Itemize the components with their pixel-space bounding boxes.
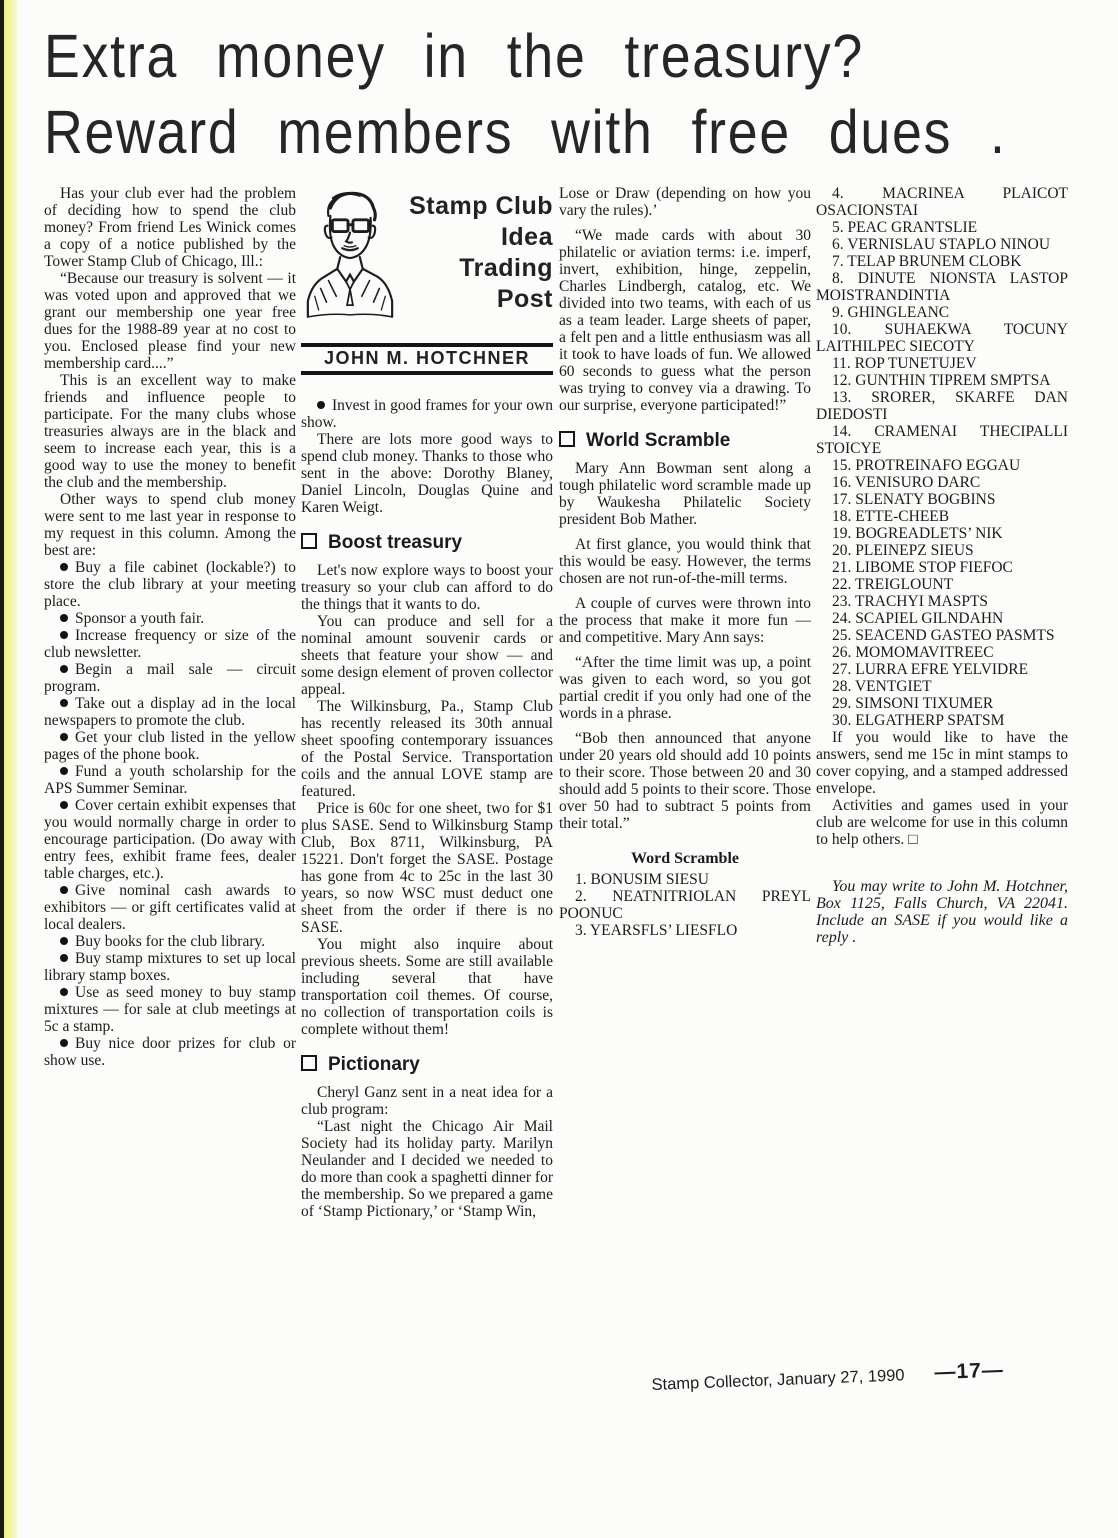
paragraph <box>301 613 553 698</box>
bullet-item <box>44 797 296 882</box>
text: 22. TREIGLOUNT <box>832 576 954 593</box>
bullet-icon <box>60 954 68 962</box>
text: You might also inquire about previous sheets. Some are still available including several that have transportation coil themes. Of course, no collection of transportation coils is complete without them! <box>301 936 553 1038</box>
text: 4. MACRINEA PLAICOT OSACIONSTAI <box>816 185 1068 219</box>
text: 16. VENISURO DARC <box>832 474 981 491</box>
text: Increase frequency or size of the club newsletter. <box>44 627 296 661</box>
publication-dateline: Stamp Collector, January 27, 1990 <box>651 1366 905 1395</box>
column-2 <box>301 185 553 1220</box>
paragraph <box>301 562 553 613</box>
text: 15. PROTREINAFO EGGAU <box>832 457 1021 474</box>
text: Buy books for the club library. <box>75 933 266 950</box>
scramble-item <box>816 185 1068 219</box>
paragraph <box>301 698 553 800</box>
bullet-icon <box>60 733 68 741</box>
paragraph <box>44 491 296 559</box>
text: Mary Ann Bowman sent along a tough philatelic word scramble made up by Waukesha Philatelic Society president Bob Mather. <box>559 460 811 528</box>
column-title-line: Post <box>496 285 553 313</box>
checkbox-icon <box>301 1055 317 1071</box>
column-title <box>401 185 553 315</box>
bullet-icon <box>317 401 325 409</box>
bullet-icon <box>60 988 68 996</box>
scramble-item <box>816 270 1068 304</box>
text: You can produce and sell for a nominal amount souvenir cards or sheets that feature your show — and some design element of proven collector appeal. <box>301 613 553 698</box>
section-heading <box>301 532 553 554</box>
text: There are lots more good ways to spend club money. Thanks to those who sent in the above: Dorothy Blaney, Daniel Lincoln, Douglas Quine and Karen Weigt. <box>301 431 553 516</box>
text: Take out a display ad in the local newspapers to promote the club. <box>44 695 296 729</box>
bullet-icon <box>60 1039 68 1047</box>
paragraph <box>301 1084 553 1118</box>
paragraph <box>816 729 1068 797</box>
column-3 <box>559 185 811 939</box>
bullet-item <box>44 933 296 950</box>
bullet-icon <box>60 767 68 775</box>
text: 27. LURRA EFRE YELVIDRE <box>832 661 1029 678</box>
scramble-item <box>816 321 1068 355</box>
paragraph <box>301 431 553 516</box>
paragraph <box>559 730 811 832</box>
text: 29. SIMSONI TIXUMER <box>832 695 994 712</box>
bullet-item <box>44 882 296 933</box>
bullet-item <box>44 627 296 661</box>
scramble-item <box>816 236 1068 253</box>
column-title-line: Stamp Club <box>409 192 553 220</box>
headline <box>44 18 1007 170</box>
scramble-item <box>559 922 811 939</box>
bullet-item <box>44 1035 296 1069</box>
text: Fund a youth scholarship for the APS Summer Seminar. <box>44 763 296 797</box>
bullet-icon <box>60 665 68 673</box>
text: Buy a file cabinet (lockable?) to store the club library at your meeting place. <box>44 559 296 610</box>
text: 30. ELGATHERP SPATSM <box>832 712 1005 729</box>
text: At first glance, you would think that this would be easy. However, the terms chosen are not run-of-the-mill terms. <box>559 536 811 587</box>
paragraph <box>559 536 811 587</box>
page-footer <box>651 1358 1004 1396</box>
paragraph <box>44 270 296 372</box>
text: Invest in good frames for your own show. <box>301 397 553 431</box>
text: 19. BOGREADLETS’ NIK <box>832 525 1003 542</box>
text: 14. CRAMENAI THECIPALLI STOICYE <box>816 423 1068 457</box>
paragraph <box>301 1118 553 1220</box>
paragraph <box>559 185 811 219</box>
text: 7. TELAP BRUNEM CLOBK <box>832 253 1022 270</box>
text: 13. SRORER, SKARFE DAN DIEDOSTI <box>816 389 1068 423</box>
scramble-item <box>559 871 811 888</box>
checkbox-icon <box>301 533 317 549</box>
scramble-item <box>816 542 1068 559</box>
text: 17. SLENATY BOGBINS <box>832 491 996 508</box>
text: The Wilkinsburg, Pa., Stamp Club has recently released its 30th annual sheet spoofing contemporary issuances of the Postal Service. Transportation coils and the annual LOVE stamp are featured. <box>301 698 553 800</box>
author-portrait-icon <box>301 185 401 339</box>
headline-line-2: Reward members with free dues . <box>44 98 1007 166</box>
scramble-item <box>816 355 1068 372</box>
paragraph <box>816 797 1068 848</box>
scramble-item <box>816 457 1068 474</box>
scramble-item <box>816 695 1068 712</box>
text: Buy nice door prizes for club or show use. <box>44 1035 296 1069</box>
scramble-item <box>816 559 1068 576</box>
column-title-line: Idea <box>500 223 553 251</box>
editor-note <box>816 878 1068 946</box>
list-heading <box>559 850 811 867</box>
text: This is an excellent way to make friends and influence people to participate. For the many clubs whose treasuries always are in the black and seem to increase each year, this is a good way to use the money to benefit the club and the membership. <box>44 372 296 491</box>
text: 1. BONUSIM SIESU <box>575 871 709 888</box>
bullet-item <box>44 695 296 729</box>
scramble-item <box>816 491 1068 508</box>
text: Word Scramble <box>631 850 739 867</box>
text: 24. SCAPIEL GILNDAHN <box>832 610 1004 627</box>
scramble-item <box>816 372 1068 389</box>
scramble-item <box>816 593 1068 610</box>
column-title-line: Trading <box>459 254 553 282</box>
scramble-item <box>816 576 1068 593</box>
text: 23. TRACHYI MASPTS <box>832 593 989 610</box>
text: “Bob then announced that anyone under 20 years old should add 10 points to their score. Those between 20 and 30 should add 5 points to their score. Those over 50 had to subtract 5 points from their total.” <box>559 730 811 832</box>
text: Pictionary <box>328 1054 420 1075</box>
checkbox-icon <box>559 431 575 447</box>
scramble-item <box>816 253 1068 270</box>
bullet-icon <box>60 631 68 639</box>
paragraph <box>44 372 296 491</box>
scramble-item <box>816 525 1068 542</box>
scramble-item <box>816 610 1068 627</box>
bullet-icon <box>60 563 68 571</box>
text: 10. SUHAEKWA TOCUNY LAITHILPEC SIECOTY <box>816 321 1068 355</box>
text: Cheryl Ganz sent in a neat idea for a club program: <box>301 1084 553 1118</box>
text: “Last night the Chicago Air Mail Society had its holiday party. Marilyn Neulander and I decided we needed to do more than cook a spaghetti dinner for the membership. So we prepared a game of ‘Stamp Pictionary,’ or ‘Stamp Win, <box>301 1118 553 1220</box>
text: 8. DINUTE NIONSTA LASTOP MOISTRANDINTIA <box>816 270 1068 304</box>
column-masthead <box>301 185 553 375</box>
text: 6. VERNISLAU STAPLO NINOU <box>832 236 1051 253</box>
text: “Because our treasury is solvent — it was voted upon and approved that we grant our membership one year free dues for the 1988-89 year at no cost to you. Enclosed please find your new membership card....” <box>44 270 296 372</box>
text: World Scramble <box>586 430 731 451</box>
text: Cover certain exhibit expenses that you would normally charge in order to encourage participation. (Do away with entry fees, exhibit frame fees, dealer table charges, etc.). <box>44 797 296 882</box>
text: 26. MOMOMAVITREEC <box>832 644 994 661</box>
paragraph <box>44 185 296 270</box>
text: Price is 60c for one sheet, two for $1 plus SASE. Send to Wilkinsburg Stamp Club, Box 8711, Wilkinsburg, PA 15221. Don't forget the SASE. Postage has gone from 4c to 25c in the last 30 years, so now WSC must deduct one sheet from the order if there is no SASE. <box>301 800 553 936</box>
bullet-item <box>44 950 296 984</box>
bullet-icon <box>60 937 68 945</box>
text: Buy stamp mixtures to set up local library stamp boxes. <box>44 950 296 984</box>
scramble-item <box>816 661 1068 678</box>
page-edge-stripe <box>4 0 17 1538</box>
headline-line-1: Extra money in the treasury? <box>44 22 864 90</box>
text: 28. VENTGIET <box>832 678 932 695</box>
scramble-item <box>816 627 1068 644</box>
bullet-icon <box>60 886 68 894</box>
paragraph <box>301 936 553 1038</box>
bullet-item <box>44 729 296 763</box>
scramble-item <box>816 508 1068 525</box>
text: Sponsor a youth fair. <box>75 610 205 627</box>
paragraph <box>559 227 811 414</box>
text: 25. SEACEND GASTEO PASMTS <box>832 627 1055 644</box>
text: 9. GHINGLEANC <box>832 304 950 321</box>
text: 18. ETTE-CHEEB <box>832 508 950 525</box>
scramble-item <box>816 304 1068 321</box>
text: 12. GUNTHIN TIPREM SMPTSA <box>832 372 1051 389</box>
text: Other ways to spend club money were sent to me last year in response to my request in this column. Among the best are: <box>44 491 296 559</box>
text: 5. PEAC GRANTSLIE <box>832 219 978 236</box>
scramble-item <box>816 712 1068 729</box>
column-1 <box>44 185 296 1069</box>
scramble-item <box>816 644 1068 661</box>
bullet-icon <box>60 801 68 809</box>
text: 11. ROP TUNETUJEV <box>832 355 977 372</box>
text: Has your club ever had the problem of deciding how to spend the club money? From friend Les Winick comes a copy of a notice published by the Tower Stamp Club of Chicago, Ill.: <box>44 185 296 270</box>
text: “We made cards with about 30 philatelic or aviation terms: i.e. imperf, invert, exhibition, hinge, zeppelin, Charles Lindbergh, catalog, etc. We divided into two teams, with each of us as a team leader. Large sheets of paper, a felt pen and a little enthusiasm was all it took to have loads of fun. We allowed 60 seconds to guess what the person was trying to convey via a drawing. To our surprise, everyone participated!” <box>559 227 811 414</box>
scramble-item <box>816 678 1068 695</box>
text: A couple of curves were thrown into the process that make it more fun — and competitive. Mary Ann says: <box>559 595 811 646</box>
bullet-item <box>44 559 296 610</box>
paragraph <box>559 595 811 646</box>
byline: JOHN M. HOTCHNER <box>301 343 553 375</box>
text: 2. NEATNITRIOLAN PREYL POONUC <box>559 888 811 922</box>
bullet-item <box>44 984 296 1035</box>
bullet-item <box>44 610 296 627</box>
column-2-text <box>301 397 553 1220</box>
page-number: —17— <box>934 1358 1005 1385</box>
scramble-item <box>816 219 1068 236</box>
paragraph <box>301 800 553 936</box>
text: Let's now explore ways to boost your treasury so your club can afford to do the things that it wants to do. <box>301 562 553 613</box>
text: 21. LIBOME STOP FIEFOC <box>832 559 1013 576</box>
text: Begin a mail sale — circuit program. <box>44 661 296 695</box>
scramble-item <box>816 474 1068 491</box>
text: Get your club listed in the yellow pages of the phone book. <box>44 729 296 763</box>
bullet-item <box>44 763 296 797</box>
text: Boost treasury <box>328 532 463 553</box>
text: 20. PLEINEPZ SIEUS <box>832 542 974 559</box>
text: Activities and games used in your club are welcome for use in this column to help others. □ <box>816 797 1068 848</box>
text: Use as seed money to buy stamp mixtures — for sale at club meetings at 5c a stamp. <box>44 984 296 1035</box>
text: “After the time limit was up, a point was given to each word, so you got partial credit if you only had one of the words in a phrase. <box>559 654 811 722</box>
text: Give nominal cash awards to exhibitors — or gift certificates valid at local dealers. <box>44 882 296 933</box>
bullet-item <box>301 397 553 431</box>
text: Lose or Draw (depending on how you vary the rules).’ <box>559 185 811 219</box>
paragraph <box>559 654 811 722</box>
bullet-icon <box>60 699 68 707</box>
text: 3. YEARSFLS’ LIESFLO <box>575 922 738 939</box>
paragraph <box>559 460 811 528</box>
section-heading <box>301 1054 553 1076</box>
scramble-item <box>816 423 1068 457</box>
text: If you would like to have the answers, send me 15c in mint stamps to cover copying, and a stamped addressed envelope. <box>816 729 1068 797</box>
scramble-item <box>559 888 811 922</box>
bullet-icon <box>60 614 68 622</box>
column-4 <box>816 185 1068 946</box>
section-heading <box>559 430 811 452</box>
scramble-item <box>816 389 1068 423</box>
text: You may write to John M. Hotchner, Box 1125, Falls Church, VA 22041. Include an SASE if you would like a reply . <box>816 878 1068 946</box>
bullet-item <box>44 661 296 695</box>
